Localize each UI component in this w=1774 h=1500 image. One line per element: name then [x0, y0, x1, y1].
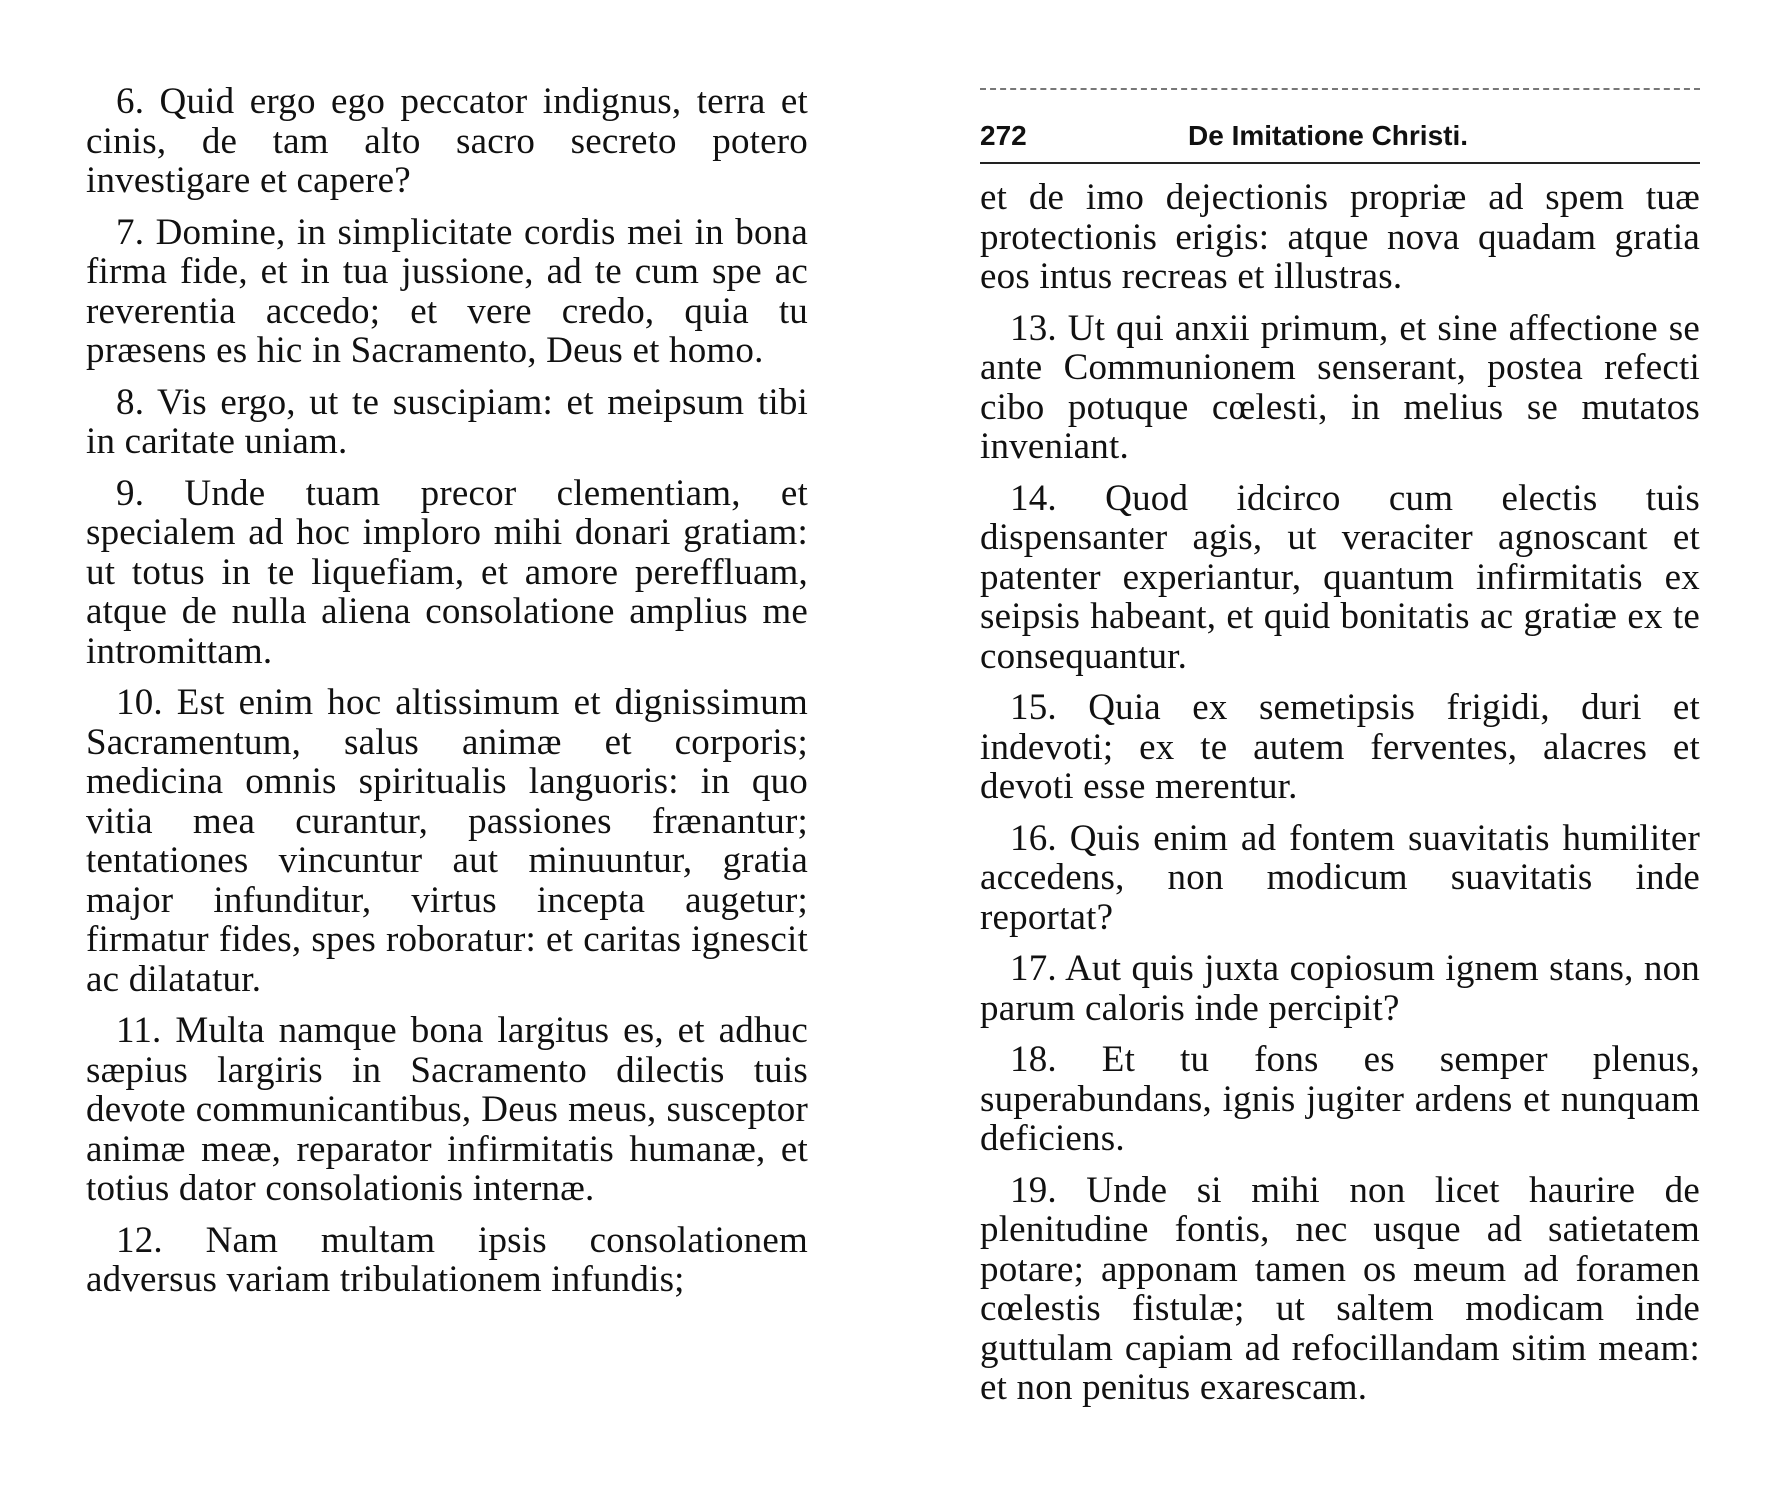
- paragraph-7: 7. Domine, in simplicitate cordis mei in bona firma fide, et in tua jussione, ad te cum spe ac reverentia accedo; et vere credo, quia tu præsens es hic in Sacramento, Deus et homo.: [86, 211, 808, 371]
- paragraph-8: 8. Vis ergo, ut te suscipiam: et meipsum tibi in caritate uniam.: [86, 381, 808, 462]
- paragraph-13: 13. Ut qui anxii primum, et sine affectione se ante Communionem senserant, postea refecti cibo potuque cœlesti, in melius se mutatos inveniant.: [980, 307, 1700, 467]
- paragraph-12-continuation: et de imo dejectionis propriæ ad spem tuæ protectionis erigis: atque nova quadam gratia eos intus recreas et illustras.: [980, 177, 1700, 297]
- paragraph-10: 10. Est enim hoc altissimum et dignissimum Sacramentum, salus animæ et corporis; medicina omnis spiritualis languoris: in quo vitia mea curantur, passiones frænantur; tentationes vincuntur aut minuuntur, gratia major infunditur, virtus incepta augetur; firmatur fides, spes roboratur: et caritas ignescit ac dilatatur.: [86, 682, 808, 1000]
- paragraph-18: 18. Et tu fons es semper plenus, superabundans, ignis jugiter ardens et nunquam deficiens.: [980, 1039, 1700, 1159]
- paragraph-17: 17. Aut quis juxta copiosum ignem stans, non parum caloris inde percipit?: [980, 948, 1700, 1029]
- running-head: [980, 116, 1700, 156]
- header-bottom-rule: [980, 162, 1700, 164]
- paragraph-16: 16. Quis enim ad fontem suavitatis humiliter accedens, non modicum suavitatis inde reportat?: [980, 817, 1700, 938]
- paragraph-11: 11. Multa namque bona largitus es, et adhuc sæpius largiris in Sacramento dilectis tuis devote communicantibus, Deus meus, susceptor animæ meæ, reparator infirmitatis humanæ, et totius dator consolationis internæ.: [86, 1010, 808, 1209]
- right-page: [980, 178, 1700, 1420]
- page-number: 272: [980, 120, 1027, 151]
- header-top-rule: [980, 88, 1700, 90]
- paragraph-15: 15. Quia ex semetipsis frigidi, duri et indevoti; ex te autem ferventes, alacres et devoti esse merentur.: [980, 687, 1700, 807]
- paragraph-19: 19. Unde si mihi non licet haurire de plenitudine fontis, nec usque ad satietatem potare; apponam tamen os meum ad foramen cœlestis fistulæ; ut saltem modicam inde guttulam capiam ad refocillandam sitim meam: et non penitus exarescam.: [980, 1169, 1700, 1408]
- paragraph-9: 9. Unde tuam precor clementiam, et specialem ad hoc imploro mihi donari gratiam: ut totus in te liquefiam, et amore pereffluam, atque de nulla aliena consolatione amplius me intromittam.: [86, 472, 808, 672]
- paragraph-14: 14. Quod idcirco cum electis tuis dispensanter agis, ut veraciter agnoscant et patenter experiantur, quantum infirmitatis ex seipsis habeant, et quid bonitatis ac gratiæ ex te consequantur.: [980, 477, 1700, 677]
- left-page: [86, 82, 808, 1312]
- paragraph-12: 12. Nam multam ipsis consolationem adversus variam tribulationem infundis;: [86, 1219, 808, 1300]
- paragraph-6: 6. Quid ergo ego peccator indignus, terra et cinis, de tam alto sacro secreto potero investigare et capere?: [86, 81, 808, 201]
- running-title: De Imitatione Christi.: [1188, 120, 1469, 151]
